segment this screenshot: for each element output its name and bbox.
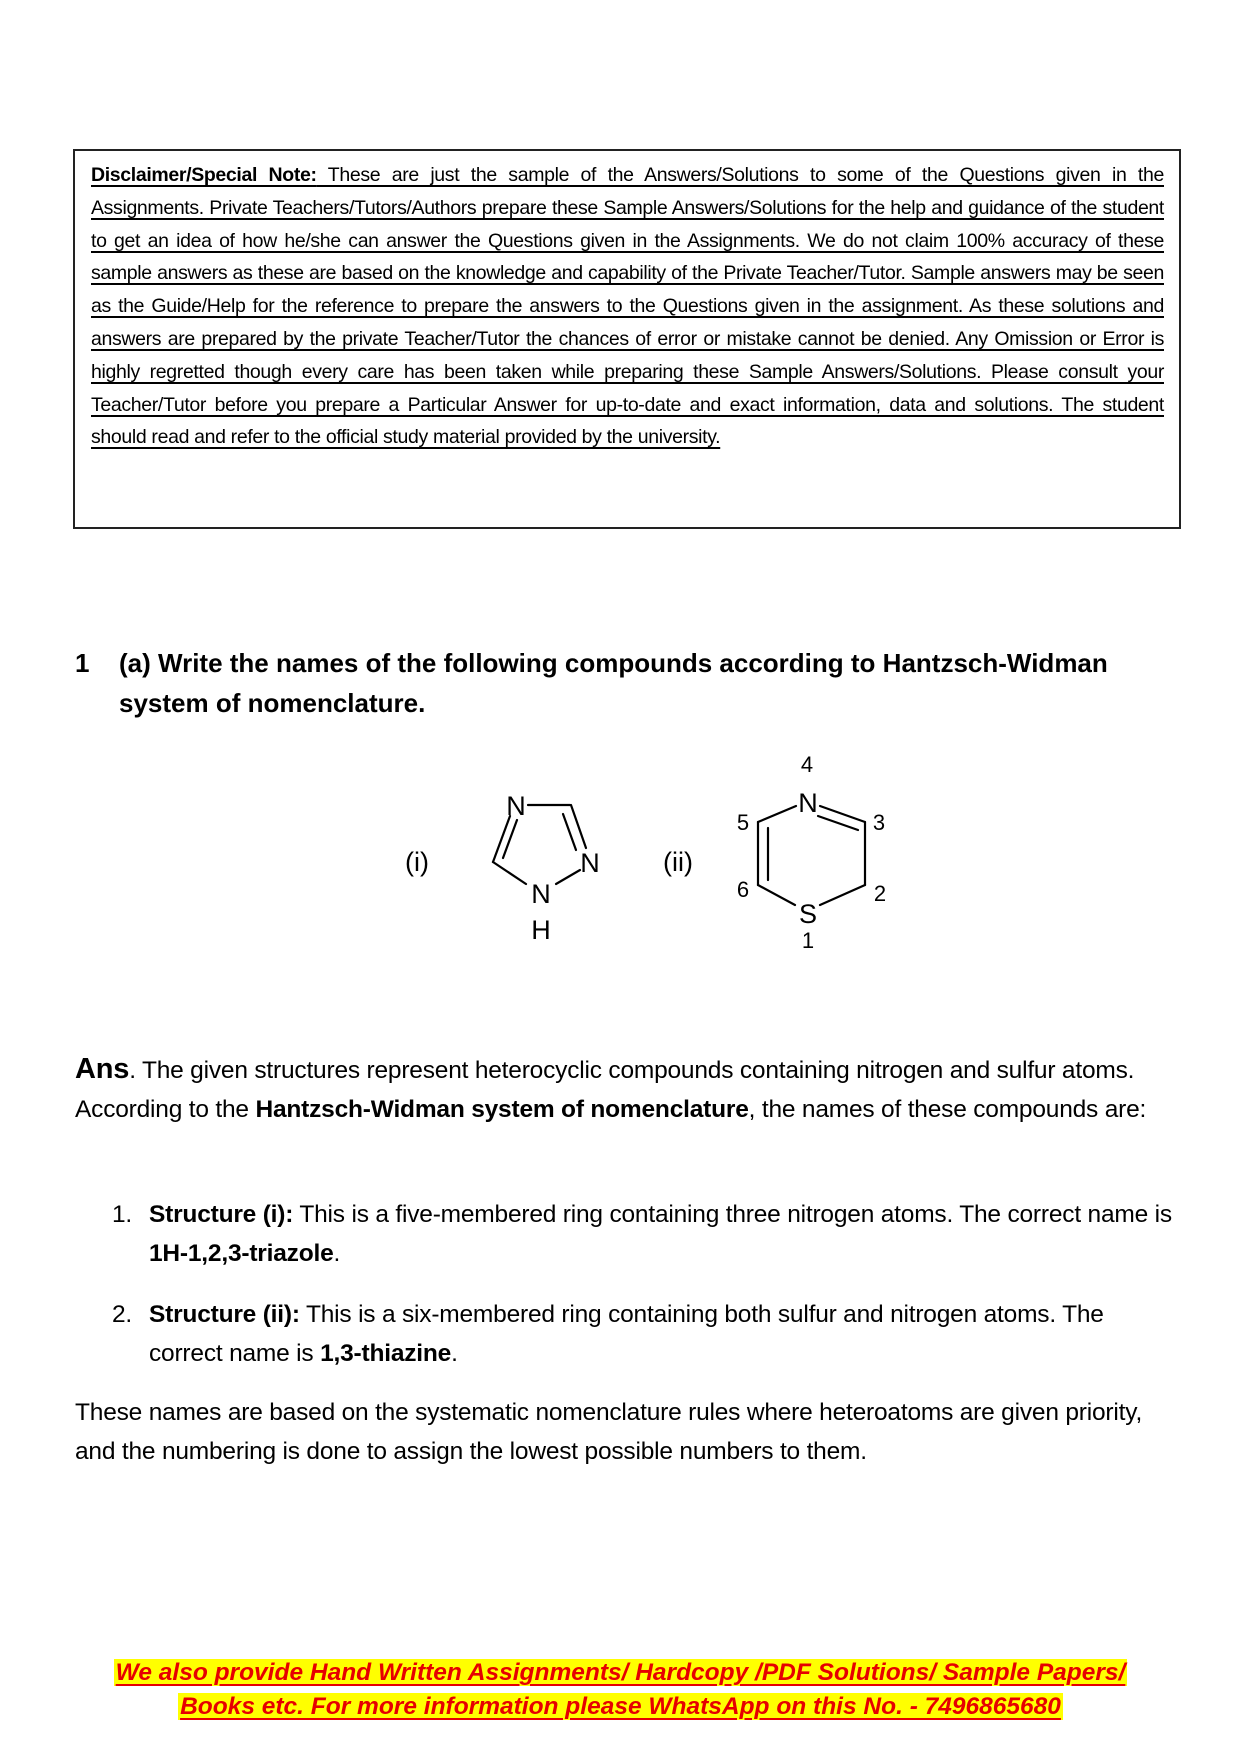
list-item-text: This is a five-membered ring containing three nitrogen atoms. The correct name is bbox=[293, 1201, 1172, 1228]
atom-n-bottom: N bbox=[531, 879, 551, 909]
disclaimer-text bbox=[91, 159, 1164, 454]
answer-list bbox=[112, 1195, 1172, 1395]
position-1: 1 bbox=[801, 928, 815, 953]
answer-lead: Ans bbox=[75, 1053, 130, 1085]
answer-intro bbox=[75, 1050, 1175, 1129]
atom-n: N bbox=[798, 788, 818, 818]
position-2: 2 bbox=[873, 881, 887, 906]
atom-s: S bbox=[798, 899, 818, 929]
atom-n-right: N bbox=[580, 848, 600, 878]
answer-intro-bold: Hantzsch-Widman system of nomenclature bbox=[255, 1096, 749, 1123]
position-3: 3 bbox=[872, 810, 886, 835]
list-item-number: 1. bbox=[112, 1201, 133, 1228]
answer-conclusion: These names are based on the systematic nomenclature rules where heteroatoms are given priority, and the numbering is done to assign the lowest possible numbers to them. bbox=[75, 1399, 1143, 1465]
compound-name: 1,3-thiazine bbox=[320, 1340, 452, 1367]
atom-n-top: N bbox=[506, 791, 526, 821]
list-item-label: Structure (ii): bbox=[149, 1301, 300, 1328]
answer-intro-text-1: . The given structures represent heterocyclic compounds containing nitrogen and sulfur atoms. According to the bbox=[75, 1057, 1135, 1123]
answer-intro-text-2: , the names of these compounds are: bbox=[748, 1096, 1147, 1123]
compound-name: 1H-1,2,3-triazole bbox=[149, 1240, 334, 1267]
question-text: (a) Write the names of the following compounds according to Hantzsch-Widman system of nomenclature. bbox=[119, 648, 1108, 718]
disclaimer-box bbox=[73, 149, 1181, 529]
position-4: 4 bbox=[800, 752, 814, 777]
disclaimer-label: Disclaimer/Special Note: bbox=[91, 164, 317, 186]
question-number: 1 bbox=[75, 648, 90, 678]
position-5: 5 bbox=[736, 810, 750, 835]
list-item bbox=[112, 1295, 1172, 1373]
list-item-number: 2. bbox=[112, 1301, 133, 1328]
list-item-text: This is a six-membered ring containing both sulfur and nitrogen atoms. The correct name is bbox=[149, 1301, 1104, 1367]
structure-i-label: (i) bbox=[405, 847, 429, 877]
structure-ii-label: (ii) bbox=[663, 847, 693, 877]
list-item bbox=[112, 1195, 1172, 1273]
promo-line-2: Books etc. For more information please WhatsApp on this No. - 7496865680 bbox=[180, 1693, 1061, 1720]
list-item-end: . bbox=[333, 1240, 341, 1267]
list-item-end: . bbox=[451, 1340, 458, 1367]
position-6: 6 bbox=[736, 877, 750, 902]
promo-line-1: We also provide Hand Written Assignments/ Hardcopy /PDF Solutions/ Sample Papers/ bbox=[115, 1659, 1126, 1686]
promo-footer bbox=[0, 1656, 1241, 1724]
disclaimer-body: These are just the sample of the Answers/Solutions to some of the Questions given in the Assignments. Private Teachers/Tutors/Authors prepare these Sample Answers/Solutions for the help and guidance of the student to get an idea of how he/she can answer the Questions given in the Assignments. We do not claim 100% accuracy of these sample answers as these are based on the knowledge and capability of the Private Teacher/Tutor. Sample answers may be seen as the Guide/Help for the reference to prepare the answers to the Questions given in the assignment. As these solutions and answers are prepared by the private Teacher/Tutor the chances of error or mistake cannot be denied. Any Omission or Error is highly regretted though every care has been taken while preparing these Sample Answers/Solutions. Please consult your Teacher/Tutor before you prepare a Particular Answer for up-to-date and exact information, data and solutions. The student should read and refer to the official study material provided by the university. bbox=[91, 164, 1164, 449]
list-item-label: Structure (i): bbox=[149, 1201, 294, 1228]
atom-h: H bbox=[531, 915, 551, 945]
